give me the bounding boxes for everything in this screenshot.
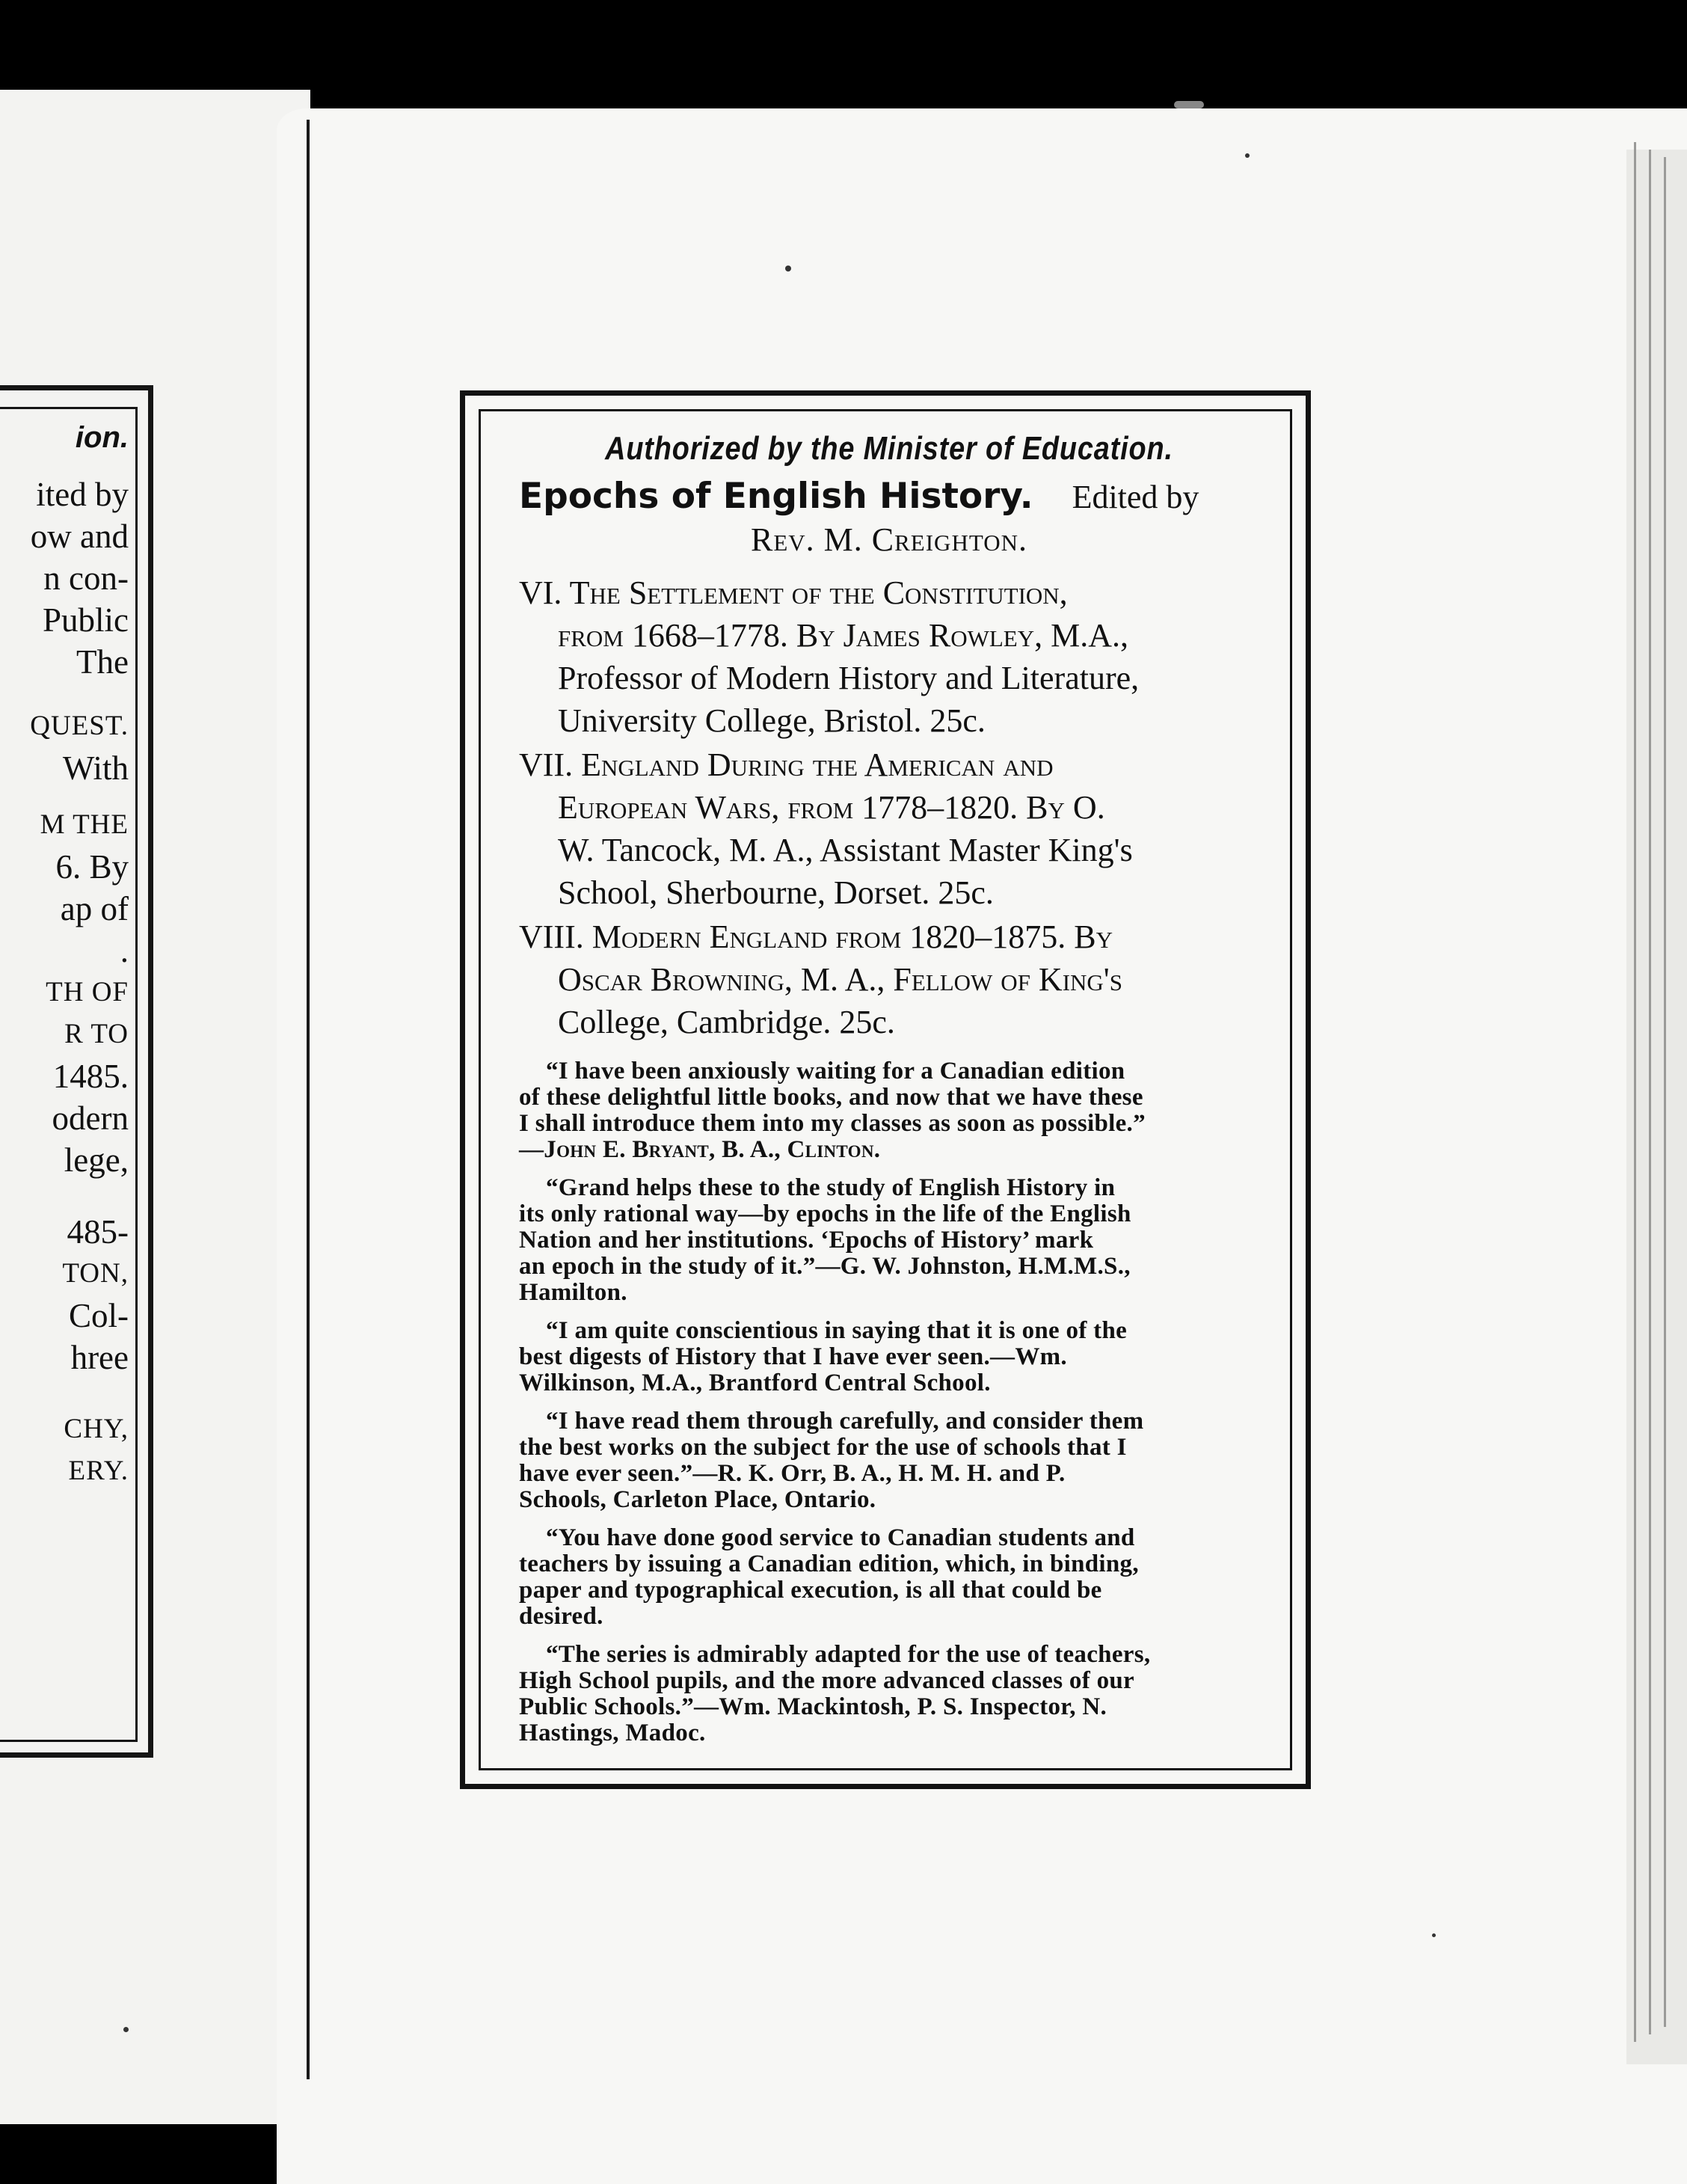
- page-edge-line: [1649, 150, 1651, 2034]
- quote-line: “Grand helps these to the study of English History in: [546, 1174, 1116, 1201]
- left-line: M THE: [40, 809, 129, 840]
- left-line: CHY,: [64, 1414, 129, 1444]
- left-line: ion.: [75, 421, 129, 454]
- series-title: Epochs of English History.: [519, 476, 1033, 517]
- quote-line: have ever seen.”—R. K. Orr, B. A., H. M. H. and P.: [519, 1460, 1066, 1487]
- left-line: .: [120, 932, 129, 969]
- quote-line: High School pupils, and the more advanced classes of our: [519, 1667, 1134, 1694]
- scan-speck: [785, 266, 791, 272]
- testimonial-johnston: [519, 1175, 1259, 1306]
- book-entry-viii: [519, 915, 1259, 1043]
- quote-line: “I have read them through carefully, and consider them: [546, 1408, 1144, 1435]
- scan-speck: [1245, 153, 1250, 158]
- left-line: 1485.: [52, 1058, 129, 1095]
- quote-line: —John E. Bryant, B. A., Clinton.: [519, 1136, 881, 1163]
- gutter-line: [307, 120, 310, 2079]
- entry-line: W. Tancock, M. A., Assistant Master King's: [558, 832, 1133, 868]
- left-advertisement-fragment: [0, 385, 153, 1758]
- quote-line: I shall introduce them into my classes as soon as possible.”: [519, 1110, 1146, 1137]
- left-line: The: [76, 643, 129, 681]
- left-line: Public: [42, 601, 129, 639]
- left-line: TON,: [62, 1258, 129, 1289]
- advertisement-box: [460, 390, 1311, 1789]
- series-title-line: [519, 475, 1259, 519]
- scan-speck: [1432, 1933, 1436, 1937]
- left-line: ited by: [36, 476, 129, 513]
- quote-line: “The series is admirably adapted for the use of teachers,: [546, 1641, 1151, 1668]
- entry-line: VIII. Modern England from 1820–1875. By: [519, 918, 1113, 955]
- testimonial-orr: [519, 1408, 1259, 1513]
- testimonial-anonymous: [519, 1525, 1259, 1630]
- quote-line: Wilkinson, M.A., Brantford Central School.: [519, 1369, 991, 1396]
- quote-line: “I have been anxiously waiting for a Canadian edition: [546, 1058, 1125, 1085]
- left-line: 485-: [67, 1213, 129, 1251]
- entry-line: VII. England During the American and: [519, 746, 1054, 783]
- left-line: hree: [70, 1339, 129, 1376]
- quote-line: the best works on the subject for the use of schools that I: [519, 1434, 1127, 1461]
- quote-line: Public Schools.”—Wm. Mackintosh, P. S. Inspector, N.: [519, 1693, 1107, 1720]
- testimonials: [519, 1058, 1259, 1746]
- entry-line: College, Cambridge. 25c.: [558, 1004, 895, 1040]
- entry-line: School, Sherbourne, Dorset. 25c.: [558, 874, 994, 911]
- left-line: TH OF: [46, 977, 129, 1007]
- quote-line: Hastings, Madoc.: [519, 1720, 706, 1746]
- quote-line: an epoch in the study of it.”—G. W. Johnston, H.M.M.S.,: [519, 1253, 1131, 1280]
- entry-line: European Wars, from 1778–1820. By O.: [558, 789, 1105, 826]
- quote-line: paper and typographical execution, is all that could be: [519, 1577, 1102, 1604]
- left-line: n con-: [43, 559, 129, 597]
- book-entry-vi: [519, 571, 1259, 742]
- testimonial-wilkinson: [519, 1318, 1259, 1396]
- quote-line: desired.: [519, 1603, 603, 1630]
- quote-line: Hamilton.: [519, 1279, 627, 1306]
- entry-line: VI. The Settlement of the Constitution,: [519, 574, 1068, 611]
- quote-line: of these delightful little books, and now that we have these: [519, 1084, 1143, 1111]
- entry-line: from 1668–1778. By James Rowley, M.A.,: [558, 617, 1129, 654]
- left-fragment-text: [0, 417, 129, 1492]
- left-line: lege,: [64, 1141, 129, 1179]
- quote-line: “You have done good service to Canadian students and: [546, 1524, 1135, 1551]
- quote-line: “I am quite conscientious in saying that it is one of the: [546, 1317, 1128, 1344]
- scan-speck: [123, 2027, 129, 2032]
- left-line: Col-: [68, 1297, 129, 1334]
- quote-line: teachers by issuing a Canadian edition, which, in binding,: [519, 1550, 1139, 1577]
- quote-line: Schools, Carleton Place, Ontario.: [519, 1486, 876, 1513]
- quote-line: its only rational way—by epochs in the life of the English: [519, 1200, 1131, 1227]
- page-edge-line: [1634, 142, 1636, 2042]
- scan-speck: [1174, 101, 1204, 108]
- entry-line: Oscar Browning, M. A., Fellow of King's: [558, 961, 1122, 998]
- entry-line: Professor of Modern History and Literature,: [558, 660, 1140, 696]
- testimonial-mackintosh: [519, 1642, 1259, 1746]
- left-line: ap of: [60, 890, 129, 927]
- authorized-heading: Authorized by the Minister of Education.: [605, 430, 1173, 467]
- left-line: ow and: [30, 518, 129, 555]
- left-line: With: [62, 749, 129, 787]
- left-line: 6. By: [55, 848, 129, 886]
- left-line: QUEST.: [30, 711, 129, 741]
- left-line: R TO: [64, 1019, 129, 1049]
- edited-by-label: Edited by: [1072, 479, 1199, 515]
- left-line: ERY.: [68, 1456, 129, 1486]
- entry-line: University College, Bristol. 25c.: [558, 702, 986, 739]
- editor-name: Rev. M. Creighton.: [750, 521, 1027, 558]
- advertisement-content: [519, 430, 1259, 1758]
- book-entry-vii: [519, 743, 1259, 914]
- left-line: odern: [52, 1099, 129, 1137]
- page-edge-line: [1664, 157, 1666, 2027]
- quote-line: best digests of History that I have ever seen.—Wm.: [519, 1343, 1067, 1370]
- quote-line: Nation and her institutions. ‘Epochs of History’ mark: [519, 1227, 1094, 1254]
- testimonial-bryant: [519, 1058, 1259, 1163]
